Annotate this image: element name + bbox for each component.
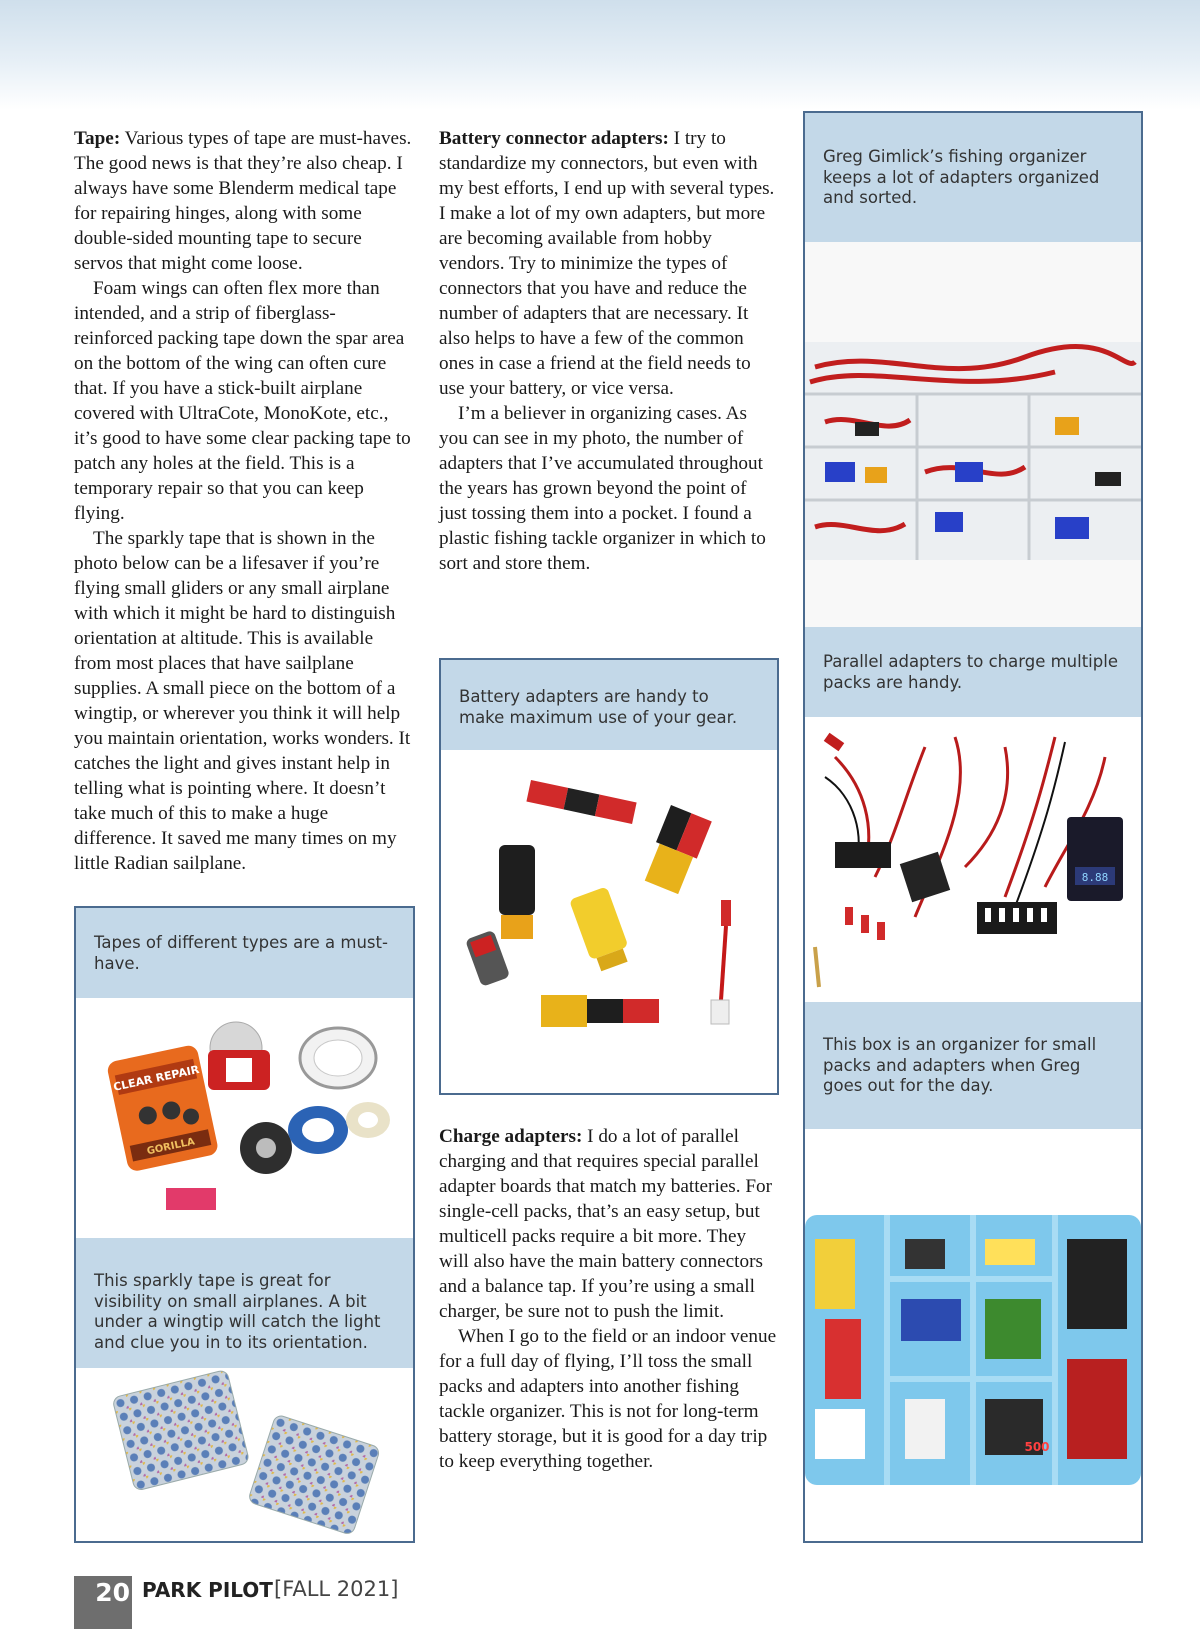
tape-brand-label: CLEAR REPAIR: [112, 1062, 201, 1094]
battery-paragraph-1: Battery connector adapters: I try to standardize my connectors, but even with my best efforts, I end up with several types. I make a lot of my own adapters, but more are becoming available from hobby vendors. Try to minimize the types of connectors that you have and reduce the number of adapters that are necessary. It also helps to have a few of the common ones in case a friend at the field needs to use your battery, or vice versa.: [439, 128, 775, 399]
page-number: 20: [74, 1576, 132, 1629]
tape-paragraph-3: The sparkly tape that is shown in the photo below can be a lifesaver if you’re flying small gliders or any small airplane with which it might be hard to distinguish orientation at altitude. This is available from most places that have sailplane supplies. A small piece on the bottom of a wingtip, or wherever you think it will help you maintain orientation, works wonders. It catches the light and gives instant help in telling what is pointing where. It doesn’t take much of this to make a huge difference. It saved me many times on my little Radian sailplane.: [74, 528, 411, 874]
parallel-adapters-photo: [805, 717, 1141, 1002]
tapes-caption: Tapes of different types are a must-have.: [76, 908, 413, 998]
tape-paragraph-2: Foam wings can often flex more than intended, and a strip of fiberglass-reinforced packing tape down the spar area on the bottom of the wing can often cure that. If you have a stick-built airplane covered with UltraCote, MonoKote, etc., it’s good to have some clear packing tape to patch any holes at the field. This is a temporary repair so that you can keep flying.: [74, 278, 411, 524]
battery-adapters-caption: Battery adapters are handy to make maximum use of your gear.: [441, 660, 777, 750]
charge-paragraph-2: When I go to the field or an indoor venue for a full day of flying, I’ll toss the small packs and adapters into another fishing tackle organizer. This is not for long-term battery storage, but it is good for a day trip to keep everything together.: [439, 1326, 777, 1472]
fishing-organizer-photo: [805, 242, 1141, 627]
pack-organizer-photo: [805, 1129, 1141, 1541]
magazine-title: PARK PILOT: [142, 1578, 273, 1602]
tapes-photo: [76, 998, 413, 1238]
charge-paragraph-1: Charge adapters: I do a lot of parallel charging and that requires special parallel adapter boards that match my batteries. For single-cell packs, that’s an easy setup, but multicell packs require a bit more. They will also have the main battery connectors and a balance tap. If you’re using a small charger, be sure not to push the limit.: [439, 1126, 773, 1322]
parallel-caption: Parallel adapters to charge multiple packs are handy.: [805, 627, 1141, 717]
header-band: [0, 0, 1200, 110]
tape-photo-box: [74, 906, 415, 1543]
charge-lead: Charge adapters:: [439, 1126, 583, 1147]
column-2-text-top: [439, 126, 777, 576]
battery-paragraph-2: I’m a believer in organizing cases. As you can see in my photo, the number of adapters that I’ve accumulated throughout the years has grown beyond the point of just tossing them into a pocket. I found a plastic fishing tackle organizer in which to sort and store them.: [439, 403, 766, 574]
organizer-photo-box: [803, 111, 1143, 1543]
issue-label: [FALL 2021]: [274, 1577, 399, 1601]
tape-paragraph-1: Tape: Various types of tape are must-haves. The good news is that they’re also cheap. I always have some Blenderm medical tape for repairing hinges, along with some double-sided mounting tape to secure servos that might come loose.: [74, 128, 412, 274]
battery-adapters-photo: [441, 750, 777, 1093]
box-caption: This box is an organizer for small packs and adapters when Greg goes out for the day.: [805, 1002, 1141, 1129]
pack-label: 500: [1024, 1440, 1050, 1454]
battery-lead: Battery connector adapters:: [439, 128, 669, 149]
meter-readout: 8.88: [1081, 871, 1109, 884]
column-2-text-bottom: [439, 1124, 777, 1474]
tape-brand-label-2: GORILLA: [145, 1136, 196, 1158]
sparkly-tape-photo: [76, 1368, 413, 1541]
sparkly-caption: This sparkly tape is great for visibility on small airplanes. A bit under a wingtip will catch the light and clue you in to its orientation.: [76, 1238, 413, 1368]
tape-lead: Tape:: [74, 128, 121, 149]
column-1-text: [74, 126, 412, 876]
battery-adapters-box: [439, 658, 779, 1095]
fishing-organizer-caption: Greg Gimlick’s fishing organizer keeps a lot of adapters organized and sorted.: [805, 113, 1141, 242]
